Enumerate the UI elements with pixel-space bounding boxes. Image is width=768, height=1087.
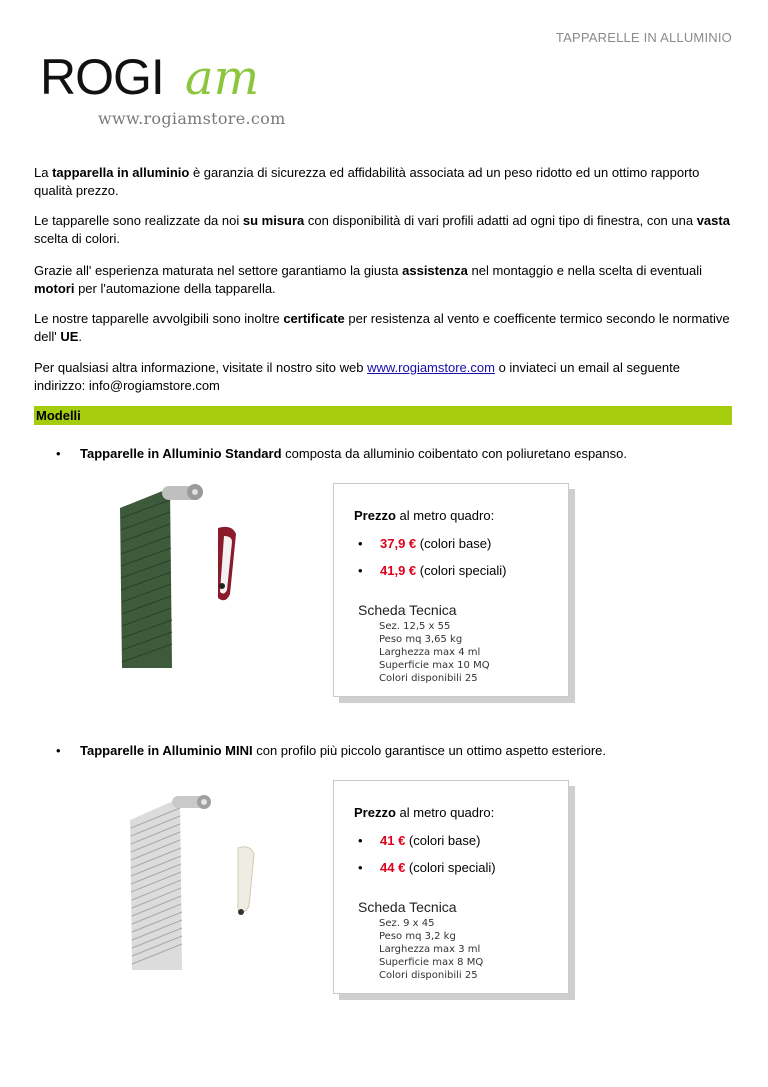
technical-specs-list <box>379 620 490 685</box>
spec-line: Peso mq 3,2 kg <box>379 931 456 942</box>
intro-paragraph-4: Le nostre tapparelle avvolgibili sono inoltre certificate per resistenza al vento e coefficente termico secondo le normative dell' UE. <box>34 311 730 344</box>
website-link[interactable]: www.rogiamstore.com <box>367 360 495 375</box>
bullet-icon: • <box>56 446 61 461</box>
price-box-standard <box>333 483 569 697</box>
product-name: Tapparelle in Alluminio Standard <box>80 446 282 461</box>
logo-main-text: ROGI <box>40 49 164 105</box>
rogiam-logo <box>40 49 290 132</box>
product-description: composta da alluminio coibentato con poliuretano espanso. <box>281 446 627 461</box>
logo-accent-text: am <box>185 50 260 106</box>
document-header-title: TAPPARELLE IN ALLUMINIO <box>555 30 732 45</box>
product-name: Tapparelle in Alluminio MINI <box>80 743 253 758</box>
shutter-slats-icon <box>120 484 203 668</box>
bullet-icon: • <box>56 743 61 758</box>
intro-paragraph-1: La tapparella in alluminio è garanzia di sicurezza ed affidabilità associata ad un peso ridotto ed un ottimo rapporto qualità prezzo. <box>34 165 700 198</box>
standard-shutter-image <box>100 478 280 678</box>
spec-line: Superficie max 10 MQ <box>379 660 490 671</box>
spec-line: Larghezza max 4 ml <box>379 647 481 658</box>
section-heading-modelli: Modelli <box>34 406 732 425</box>
spec-line: Sez. 9 x 45 <box>379 918 435 929</box>
product-bullet-mini <box>56 742 606 760</box>
spec-line: Larghezza max 3 ml <box>379 944 481 955</box>
intro-paragraph-5: Per qualsiasi altra informazione, visitate il nostro sito web www.rogiamstore.com o inviateci un email al seguente indirizzo: info@rogiamstore.com <box>34 360 680 393</box>
technical-sheet-title: Scheda Tecnica <box>358 899 457 915</box>
price-item-base: • 41 € (colori base) <box>358 833 481 848</box>
spec-line: Superficie max 8 MQ <box>379 957 484 968</box>
mini-shutter-image <box>110 780 290 980</box>
logo-url: www.rogiamstore.com <box>98 109 286 128</box>
technical-sheet-title: Scheda Tecnica <box>358 602 457 618</box>
price-title: Prezzo al metro quadro: <box>354 805 495 820</box>
price-title: Prezzo al metro quadro: <box>354 508 495 523</box>
spec-line: Sez. 12,5 x 55 <box>379 621 451 632</box>
product-bullet-standard <box>56 445 627 463</box>
shutter-slats-icon <box>130 795 211 970</box>
spec-line: Colori disponibili 25 <box>379 970 478 981</box>
price-box-mini <box>333 780 569 994</box>
spec-line: Colori disponibili 25 <box>379 673 478 684</box>
product-description: con profilo più piccolo garantisce un ottimo aspetto esteriore. <box>252 743 606 758</box>
spec-line: Peso mq 3,65 kg <box>379 634 463 645</box>
profile-section-icon <box>218 527 236 600</box>
intro-paragraph-2: Le tapparelle sono realizzate da noi su misura con disponibilità di vari profili adatti ad ogni tipo di finestra, con una vasta scelta di colori. <box>34 213 730 246</box>
profile-section-icon <box>238 847 254 915</box>
price-item-special: • 41,9 € (colori speciali) <box>358 563 507 578</box>
technical-specs-list <box>379 917 483 982</box>
intro-paragraph-3: Grazie all' esperienza maturata nel settore garantiamo la giusta assistenza nel montaggio e nella scelta di eventuali motori per l'automazione della tapparella. <box>34 263 703 296</box>
price-item-base: • 37,9 € (colori base) <box>358 536 492 551</box>
price-item-special: • 44 € (colori speciali) <box>358 860 496 875</box>
